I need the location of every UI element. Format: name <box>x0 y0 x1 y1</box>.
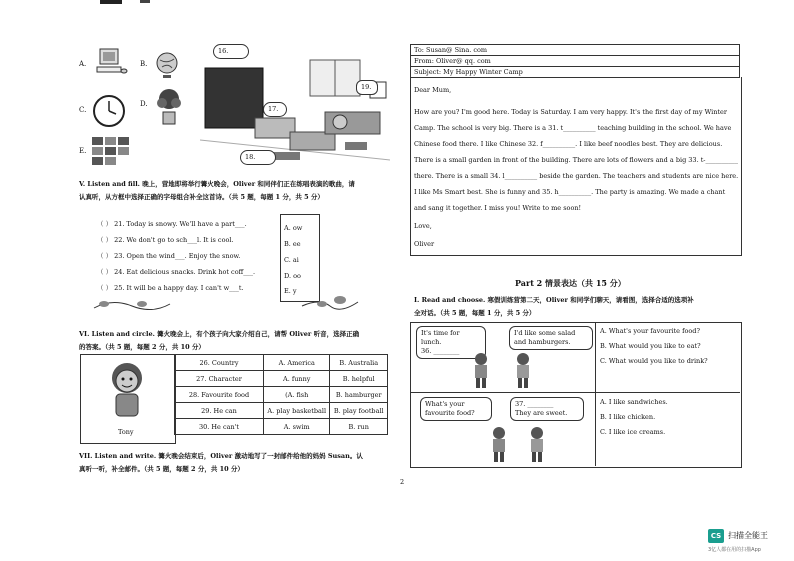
calendar-grid-icon <box>91 136 131 166</box>
item-25 <box>97 284 277 292</box>
table-row <box>175 387 388 403</box>
bubble-line: What's your <box>425 400 465 408</box>
email-signature: Oliver <box>414 240 435 248</box>
kid-figure-icon <box>526 426 548 464</box>
option-d-label: D. <box>140 100 148 108</box>
decorative-vine-right <box>300 294 360 310</box>
answer-paren[interactable]: （ ） <box>97 236 113 244</box>
option-b-cell[interactable]: B. play football <box>330 403 388 419</box>
scene-label-16: 16. <box>213 44 249 59</box>
classroom-scene <box>200 40 390 172</box>
kid-figure-icon <box>470 352 492 390</box>
answer-paren[interactable]: （ ） <box>97 284 113 292</box>
boy-avatar-icon <box>103 360 151 420</box>
email-line: Camp. The school is very big. There is a 31. t__________ teaching building in the school. We have <box>414 124 732 132</box>
option-top-a: A. What's your favourite food? <box>600 327 700 335</box>
part2-instruction-2: 全对话。（共 5 题，每题 1 分，共 5 分） <box>414 309 536 317</box>
section-v-title-2: 认真听，从方框中选择正确的字母组合补全这首诗。（共 5 题，每题 1 分，共 5 分） <box>79 193 324 201</box>
table-row <box>175 371 388 387</box>
question-cell: 26. Country <box>175 355 264 371</box>
answer-paren[interactable]: （ ） <box>97 252 113 260</box>
tony-name: Tony <box>118 428 134 436</box>
bubble-line: They are sweet. <box>515 409 568 417</box>
email-greeting: Dear Mum, <box>414 86 452 94</box>
option-b-label: B. <box>140 60 148 68</box>
question-cell: 27. Character <box>175 371 264 387</box>
bubble-line: and hamburgers. <box>514 338 571 346</box>
email-to: To: Susan@ Sina. com <box>411 45 740 56</box>
answer-paren[interactable]: （ ） <box>97 268 113 276</box>
question-cell: 29. He can <box>175 403 264 419</box>
email-closing: Love, <box>414 222 432 230</box>
speech-bubble-sweet <box>510 397 584 421</box>
item-text: 24. Eat delicious snacks. Drink hot coff___. <box>114 268 256 276</box>
clock-icon <box>92 94 126 128</box>
globe-icon <box>152 50 182 80</box>
question-cell: 30. He can't <box>175 419 264 435</box>
listen-circle-table <box>174 354 388 435</box>
bubble-blank-36[interactable]: 36. ________ <box>421 347 460 355</box>
option-top-c: C. What would you like to drink? <box>600 357 708 365</box>
scanner-watermark <box>708 527 792 557</box>
option-bottom-c: C. I like ice creams. <box>600 428 666 436</box>
choice-d: D. oo <box>284 272 301 280</box>
email-lines <box>414 108 738 220</box>
scene-label-17: 17. <box>263 102 287 117</box>
speech-bubble-favourite <box>420 397 492 421</box>
section-v-title: V. Listen and fill. 晚上，营地即将举行篝火晚会，Oliver 和同伴们正在练唱表演的歌曲，请 <box>79 180 355 188</box>
option-a-cell[interactable]: A. America <box>264 355 330 371</box>
choice-c: C. ai <box>284 256 299 264</box>
option-b-cell[interactable]: B. Australia <box>330 355 388 371</box>
option-top-b: B. What would you like to eat? <box>600 342 701 350</box>
item-21 <box>97 220 277 228</box>
frame-divider-h <box>410 392 740 393</box>
decorative-vine-left <box>92 296 172 310</box>
email-line: There is a small garden in front of the building. There are lots of flowers and a big 33. t-__________ <box>414 156 739 164</box>
scene-label-19: 19. <box>356 80 378 95</box>
bubble-line: I'd like some salad <box>514 329 576 337</box>
part2-heading: Part 2 情景表达（共 15 分） <box>515 278 626 288</box>
option-a-label: A. <box>79 60 87 68</box>
scene-label-18: 18. <box>240 150 276 165</box>
scanner-app-name: 扫描全能王 <box>728 531 768 540</box>
item-text: 25. It will be a happy day. I can't w___t. <box>114 284 244 292</box>
email-line: I like Ms Smart best. She is funny and 35. h__________. The party is amazing. We made a chant <box>414 188 726 196</box>
option-e-label: E. <box>79 147 87 155</box>
section-vii-title-2: 真听一听，补全邮件。（共 5 题，每题 2 分，共 10 分） <box>79 465 244 473</box>
email-line: and sang it together. I miss you! Write to me soon! <box>414 204 582 212</box>
computer-icon <box>92 47 128 77</box>
choice-a: A. ow <box>284 224 303 232</box>
email-from: From: Oliver@ qq. com <box>411 56 740 67</box>
bubble-blank-37[interactable]: 37. ________ <box>515 400 554 408</box>
email-header <box>410 44 740 78</box>
email-line: How are you? I'm good here. Today is Saturday. I am very happy. It's the first day of my Winter <box>414 108 727 116</box>
table-row <box>175 403 388 419</box>
kid-figure-icon <box>488 426 510 464</box>
kid-figure-icon <box>512 352 534 390</box>
plant-icon <box>154 88 184 126</box>
section-vi-title: VI. Listen and circle. 篝火晚会上，有个孩子向大家介绍自己，请帮 Oliver 听音，选择正确 <box>79 330 360 338</box>
option-a-cell[interactable]: A. funny <box>264 371 330 387</box>
item-22 <box>97 236 277 244</box>
option-bottom-a: A. I like sandwiches. <box>600 398 668 406</box>
choice-e: E. y <box>284 287 297 295</box>
option-a-cell[interactable]: A. swim <box>264 419 330 435</box>
table-row <box>175 355 388 371</box>
speech-bubble-salad <box>509 326 593 350</box>
scanner-badge: CS <box>708 529 724 543</box>
option-b-cell[interactable]: B. helpful <box>330 371 388 387</box>
item-text: 22. We don't go to sch___l. It is cool. <box>114 236 234 244</box>
answer-paren[interactable]: （ ） <box>97 220 113 228</box>
table-row <box>175 419 388 435</box>
option-b-cell[interactable]: B. run <box>330 419 388 435</box>
option-a-cell[interactable]: A. play basketball <box>264 403 330 419</box>
bubble-line: favourite food? <box>425 409 475 417</box>
part2-instruction: I. Read and choose. 寒假训练营第二天，Oliver 和同学们聊天，请看图，选择合适的选项补 <box>414 296 694 304</box>
question-cell: 28. Favourite food <box>175 387 264 403</box>
option-c-label: C. <box>79 106 87 114</box>
top-mark <box>140 0 150 3</box>
email-line: there. There is a small 34. l__________ beside the garden. The teachers and students are nice here. <box>414 172 739 180</box>
frame-divider-v <box>595 322 596 466</box>
scanner-tagline: 3亿人都在用的扫描App <box>708 547 761 553</box>
option-b-cell[interactable]: B. hamburger <box>330 387 388 403</box>
email-subject: Subject: My Happy Winter Camp <box>411 67 740 78</box>
email-line: Chinese food there. I like Chinese 32. f__________. I like beef noodles best. They are delicious. <box>414 140 723 148</box>
item-24 <box>97 268 277 276</box>
option-a-cell[interactable]: (A. fish <box>264 387 330 403</box>
choice-b: B. ee <box>284 240 301 248</box>
item-text: 23. Open the wind___. Enjoy the snow. <box>114 252 241 260</box>
option-bottom-b: B. I like chicken. <box>600 413 656 421</box>
item-text: 21. Today is snowy. We'll have a part___. <box>114 220 247 228</box>
page-number: 2 <box>400 478 405 486</box>
section-vii-title: VII. Listen and write. 篝火晚会结束后，Oliver 激动地写了一封邮件给他的妈妈 Susan。认 <box>79 452 363 460</box>
bubble-line: It's time for lunch. <box>421 329 460 346</box>
top-mark <box>100 0 122 4</box>
section-vi-title-2: 的答案。（共 5 题，每题 2 分，共 10 分） <box>79 343 205 351</box>
item-23 <box>97 252 277 260</box>
